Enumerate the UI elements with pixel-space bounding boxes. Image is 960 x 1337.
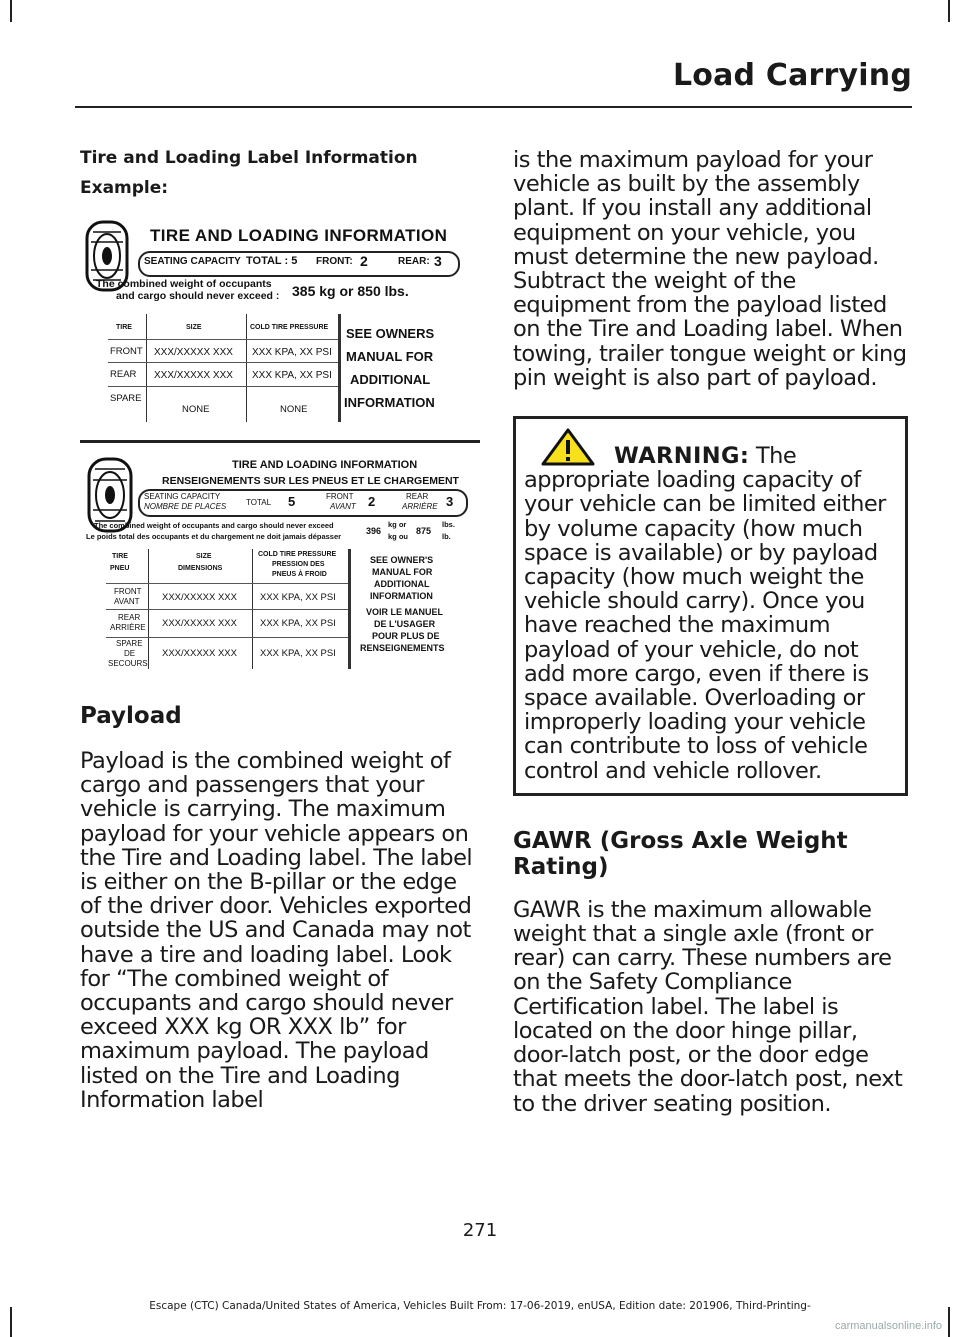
label2-total: TOTAL — [246, 498, 272, 507]
section-subheading: Tire and Loading Label Information — [80, 148, 418, 168]
label2-col-tire: TIRE — [112, 553, 128, 560]
label2-front-fr: AVANT — [330, 502, 356, 511]
row-spare-size: NONE — [182, 404, 210, 415]
warning-box — [513, 416, 908, 796]
label2-row-line-3 — [106, 637, 348, 638]
label2-col-size: SIZE — [196, 553, 212, 560]
label2-title-en: TIRE AND LOADING INFORMATION — [232, 459, 418, 471]
label2-voir-4: RENSEIGNEMENTS — [360, 643, 445, 653]
label2-lbs-value: 875 — [416, 526, 432, 536]
label2-col-size-fr: DIMENSIONS — [178, 565, 223, 572]
page-footer: Escape (CTC) Canada/United States of America, Vehicles Built From: 17-06-2019, enUSA, Edition date: 201906, Third-Printing- — [149, 1300, 811, 1312]
label-row-line-1 — [108, 339, 338, 340]
row-front-size: XXX/XXXXX XXX — [154, 347, 233, 358]
label2-kg-value: 396 — [366, 526, 382, 536]
label2-col-tire-fr: PNEU — [110, 565, 130, 572]
label2-row-front: FRONT — [114, 587, 142, 596]
right-column — [513, 148, 908, 1116]
label2-row-line-2 — [106, 609, 348, 610]
label2-seating-fr: NOMBRE DE PLACES — [144, 502, 227, 511]
label2-row-rear-pressure: XXX KPA, XX PSI — [260, 618, 336, 629]
label2-lbs: lbs. — [442, 520, 455, 529]
combined-weight-line2: and cargo should never exceed : — [116, 290, 280, 302]
label2-row-rear-fr: ARRIÈRE — [110, 623, 146, 632]
label2-front: FRONT — [326, 492, 354, 501]
gawr-heading: GAWR (Gross Axle Weight Rating) — [513, 827, 848, 880]
label-row-line-2 — [108, 362, 338, 363]
see-owners-2: MANUAL FOR — [346, 349, 434, 364]
row-rear-size: XXX/XXXXX XXX — [154, 370, 233, 381]
seating-rear: REAR: — [398, 256, 430, 267]
label2-row-rear-size: XXX/XXXXX XXX — [162, 618, 237, 629]
combined-weight-line1: The combined weight of occupants — [96, 278, 272, 290]
label2-front-value: 2 — [368, 494, 376, 509]
gawr-paragraph: GAWR is the maximum allowable weight that a single axle (front or rear) can carry. These numbers are on the Safety Compliance Certification label. The label is located on the door hinge pillar, door-latch post, or the door edge that meets the door-latch post, next to the driver seating position. — [513, 896, 903, 1117]
seating-front-value: 2 — [360, 253, 368, 269]
warning-icon — [540, 427, 596, 467]
label2-col-pressure-1: COLD TIRE PRESSURE — [258, 551, 337, 558]
label-separator — [80, 440, 480, 443]
seating-rear-value: 3 — [434, 253, 442, 269]
label2-see-1: SEE OWNER'S — [370, 555, 434, 565]
label2-row-line-1 — [106, 583, 348, 584]
crop-mark-top-right — [948, 0, 950, 22]
label2-see-2: MANUAL FOR — [372, 567, 433, 577]
payload-continued-paragraph: is the maximum payload for your vehicle as built by the assembly plant. If you install any additional equipment on your vehicle, you must determine the new payload. Subtract the weight of the equipment from the payload listed on the Tire and Loading label. When towing, trailer tongue weight or king pin weight is also part of payload. — [513, 147, 907, 391]
see-owners-3: ADDITIONAL — [350, 372, 431, 387]
label2-col-pressure-2: PRESSION DES — [272, 561, 325, 568]
label2-voir-3: POUR PLUS DE — [372, 631, 440, 641]
label2-see-3: ADDITIONAL — [374, 579, 430, 589]
label2-row-front-pressure: XXX KPA, XX PSI — [260, 592, 336, 603]
label2-row-front-fr: AVANT — [114, 597, 140, 606]
label2-row-rear: REAR — [118, 613, 141, 622]
seating-capacity-text: SEATING CAPACITY — [144, 256, 241, 267]
label2-row-spare-size: XXX/XXXXX XXX — [162, 648, 237, 659]
row-rear: REAR — [110, 369, 137, 380]
label2-voir-1: VOIR LE MANUEL — [366, 607, 444, 617]
label2-divider-3 — [348, 549, 351, 669]
label2-combined-fr: Le poids total des occupants et du chargement ne doit jamais dépasser — [86, 532, 342, 541]
label-title: TIRE AND LOADING INFORMATION — [150, 226, 448, 245]
example-label: Example: — [80, 178, 169, 198]
left-column — [80, 148, 480, 1112]
label2-row-spare-pressure: XXX KPA, XX PSI — [260, 648, 336, 659]
label-divider-2 — [246, 314, 247, 422]
label2-rear: REAR — [406, 492, 429, 501]
label2-total-value: 5 — [288, 494, 296, 509]
page-number: 271 — [462, 1220, 498, 1241]
see-owners-4: INFORMATION — [344, 395, 435, 410]
chapter-title: Load Carrying — [672, 58, 912, 93]
label2-row-front-size: XXX/XXXXX XXX — [162, 592, 237, 603]
label2-combined-en: The combined weight of occupants and cargo should never exceed — [94, 521, 334, 530]
label-divider-1 — [146, 314, 147, 422]
warning-paragraph — [524, 427, 897, 783]
label2-row-spare: SPARE — [116, 639, 143, 648]
label2-seating: SEATING CAPACITY — [144, 492, 221, 501]
row-front-pressure: XXX KPA, XX PSI — [252, 347, 332, 358]
label2-kg-or: kg or — [388, 520, 407, 529]
label2-row-spare-fr: SECOURS — [108, 659, 148, 668]
row-spare-pressure: NONE — [280, 404, 308, 415]
seating-total: TOTAL : 5 — [246, 255, 298, 267]
label2-rear-value: 3 — [446, 494, 454, 509]
label2-kg-ou: kg ou — [388, 532, 408, 541]
row-front: FRONT — [110, 346, 143, 357]
warning-text: The appropriate loading capacity of your vehicle can be limited either by volume capacity (how much space is available) or by payload capacity (how much weight the vehicle should carry). Once you have reached the maximum payload of your vehicle, do not add more cargo, even if there is space available. Overloading or improperly loading your vehicle can contribute to loss of vehicle control and vehicle rollover. — [524, 443, 886, 784]
col-tire-header: TIRE — [116, 324, 132, 331]
tire-loading-label-bilingual — [80, 457, 480, 677]
label2-title-fr: RENSEIGNEMENTS SUR LES PNEUS ET LE CHARGEMENT — [162, 475, 459, 487]
row-spare: SPARE — [110, 393, 142, 404]
col-size-header: SIZE — [186, 324, 202, 331]
label-divider-3 — [338, 314, 341, 422]
col-pressure-header: COLD TIRE PRESSURE — [250, 324, 329, 331]
seating-front: FRONT: — [316, 256, 353, 267]
watermark: carmanualsonline.info — [834, 1320, 942, 1332]
label2-see-4: INFORMATION — [370, 591, 433, 601]
row-rear-pressure: XXX KPA, XX PSI — [252, 370, 332, 381]
warning-label: WARNING: — [614, 443, 750, 470]
see-owners-1: SEE OWNERS — [346, 326, 435, 341]
combined-weight-value: 385 kg or 850 lbs. — [292, 283, 409, 299]
label2-row-spare-de: DE — [124, 649, 136, 658]
header-rule — [75, 106, 912, 108]
payload-heading: Payload — [80, 703, 182, 729]
label2-voir-2: DE L'USAGER — [374, 619, 436, 629]
crop-mark-top-left — [10, 0, 12, 22]
payload-paragraph: Payload is the combined weight of cargo and passengers that your vehicle is carrying. The maximum payload for your vehicle appears on the Tire and Loading label. The label is either on the B-pillar or the edge of the driver door. Vehicles exported outside the US and Canada may not have a tire and loading label. Look for “The combined weight of occupants and cargo should never exceed XXX kg OR XXX lb” for maximum payload. The payload listed on the Tire and Loading Information label — [80, 748, 473, 1113]
label-row-line-3 — [108, 386, 338, 387]
tire-loading-label-us — [80, 206, 480, 416]
label2-col-pressure-3: PNEUS À FROID — [272, 571, 327, 578]
label2-rear-fr: ARRIÈRE — [402, 502, 438, 511]
label2-lb: lb. — [442, 532, 451, 541]
